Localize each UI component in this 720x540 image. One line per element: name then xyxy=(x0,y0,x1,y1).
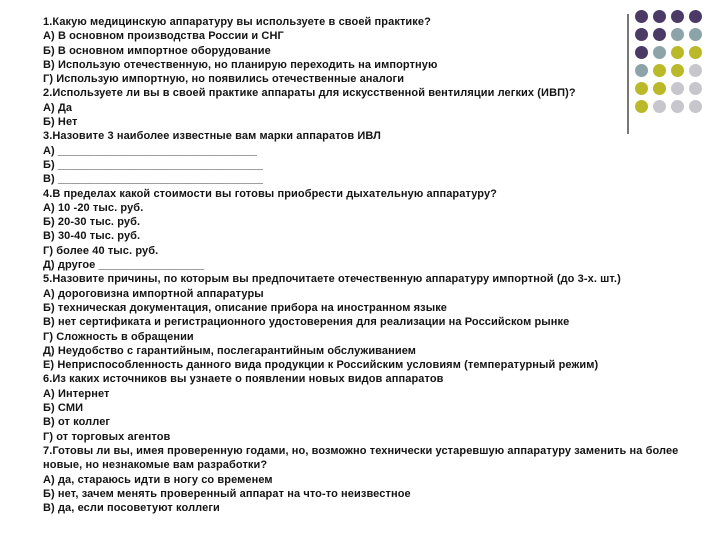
decor-dot xyxy=(671,28,684,41)
answer-blank: В) _________________________________ xyxy=(43,173,264,186)
answer-option: Б) нет, зачем менять проверенный аппарат на что-то неизвестное xyxy=(43,487,411,500)
decor-dot xyxy=(653,64,666,77)
answer-option: Д) Неудобство с гарантийным, послегарантийным обслуживанием xyxy=(43,344,417,357)
decor-dot xyxy=(635,100,648,113)
answer-option: Б) СМИ xyxy=(43,402,84,415)
answer-option: В) Использую отечественную, но планирую переходить на импортную xyxy=(43,58,438,71)
answer-option: Г) от торговых агентов xyxy=(43,430,171,443)
answer-option: Б) В основном импортное оборудование xyxy=(43,44,271,57)
decor-dot xyxy=(689,28,702,41)
answer-option: А) 10 -20 тыс. руб. xyxy=(43,201,144,214)
decor-dot xyxy=(635,46,648,59)
decor-dot xyxy=(671,64,684,77)
vertical-divider xyxy=(627,14,629,134)
answer-blank: Б) _________________________________ xyxy=(43,158,264,171)
question-5: 5.Назовите причины, по которым вы предпочитаете отечественную аппаратуру импортной (до 3-х. шт.) xyxy=(43,273,621,286)
survey-questionnaire xyxy=(43,15,715,515)
answer-option: В) 30-40 тыс. руб. xyxy=(43,230,141,243)
decor-dot xyxy=(635,64,648,77)
decor-dot xyxy=(689,82,702,95)
decor-dot xyxy=(653,28,666,41)
decor-dot xyxy=(653,100,666,113)
answer-option: А) Да xyxy=(43,101,73,114)
decor-dot xyxy=(653,46,666,59)
decor-dot xyxy=(671,46,684,59)
answer-option: Б) техническая документация, описание прибора на иностранном языке xyxy=(43,301,448,314)
answer-option: Б) 20-30 тыс. руб. xyxy=(43,216,141,229)
decor-dot xyxy=(671,10,684,23)
decor-dot xyxy=(635,82,648,95)
decor-dot xyxy=(689,10,702,23)
decor-dot xyxy=(653,10,666,23)
answer-option: А) Интернет xyxy=(43,387,110,400)
question-2: 2.Используете ли вы в своей практике аппараты для искусственной вентиляции легких (ИВП)? xyxy=(43,87,576,100)
decor-dot xyxy=(635,10,648,23)
answer-option: В) от коллег xyxy=(43,416,111,429)
decorative-dot-grid xyxy=(635,10,720,120)
question-3: 3.Назовите 3 наиболее известные вам марки аппаратов ИВЛ xyxy=(43,130,381,143)
answer-option: Е) Неприспособленность данного вида продукции к Российским условиям (температурный режим) xyxy=(43,359,599,372)
decor-dot xyxy=(671,82,684,95)
answer-option: Д) другое _________________ xyxy=(43,259,205,272)
answer-option: В) нет сертификата и регистрационного удостоверения для реализации на Российском рынке xyxy=(43,316,570,329)
decor-dot xyxy=(635,28,648,41)
question-1: 1.Какую медицинскую аппаратуру вы используете в своей практике? xyxy=(43,16,431,28)
answer-option: Г) Сложность в обращении xyxy=(43,330,194,343)
answer-option: А) дороговизна импортной аппаратуры xyxy=(43,287,264,300)
answer-blank: А) ________________________________ xyxy=(43,144,257,157)
decor-dot xyxy=(671,100,684,113)
decor-dot xyxy=(689,46,702,59)
question-4: 4.В пределах какой стоимости вы готовы приобрести дыхательную аппаратуру? xyxy=(43,187,497,200)
decor-dot xyxy=(689,100,702,113)
question-7: 7.Готовы ли вы, имея проверенную годами, но, возможно технически устаревшую аппаратуру заменить на более новые, но незнакомые вам разработки? xyxy=(43,444,679,472)
answer-option: В) да, если посоветуют коллеги xyxy=(43,502,220,515)
decor-dot xyxy=(653,82,666,95)
answer-option: А) да, стараюсь идти в ногу со временем xyxy=(43,473,273,486)
answer-option: Г) Использую импортную, но появились отечественные аналоги xyxy=(43,73,405,86)
question-6: 6.Из каких источников вы узнаете о появлении новых видов аппаратов xyxy=(43,373,444,386)
answer-option: А) В основном производства России и СНГ xyxy=(43,30,284,43)
decor-dot xyxy=(689,64,702,77)
answer-option: Б) Нет xyxy=(43,116,78,129)
answer-option: Г) более 40 тыс. руб. xyxy=(43,244,159,257)
